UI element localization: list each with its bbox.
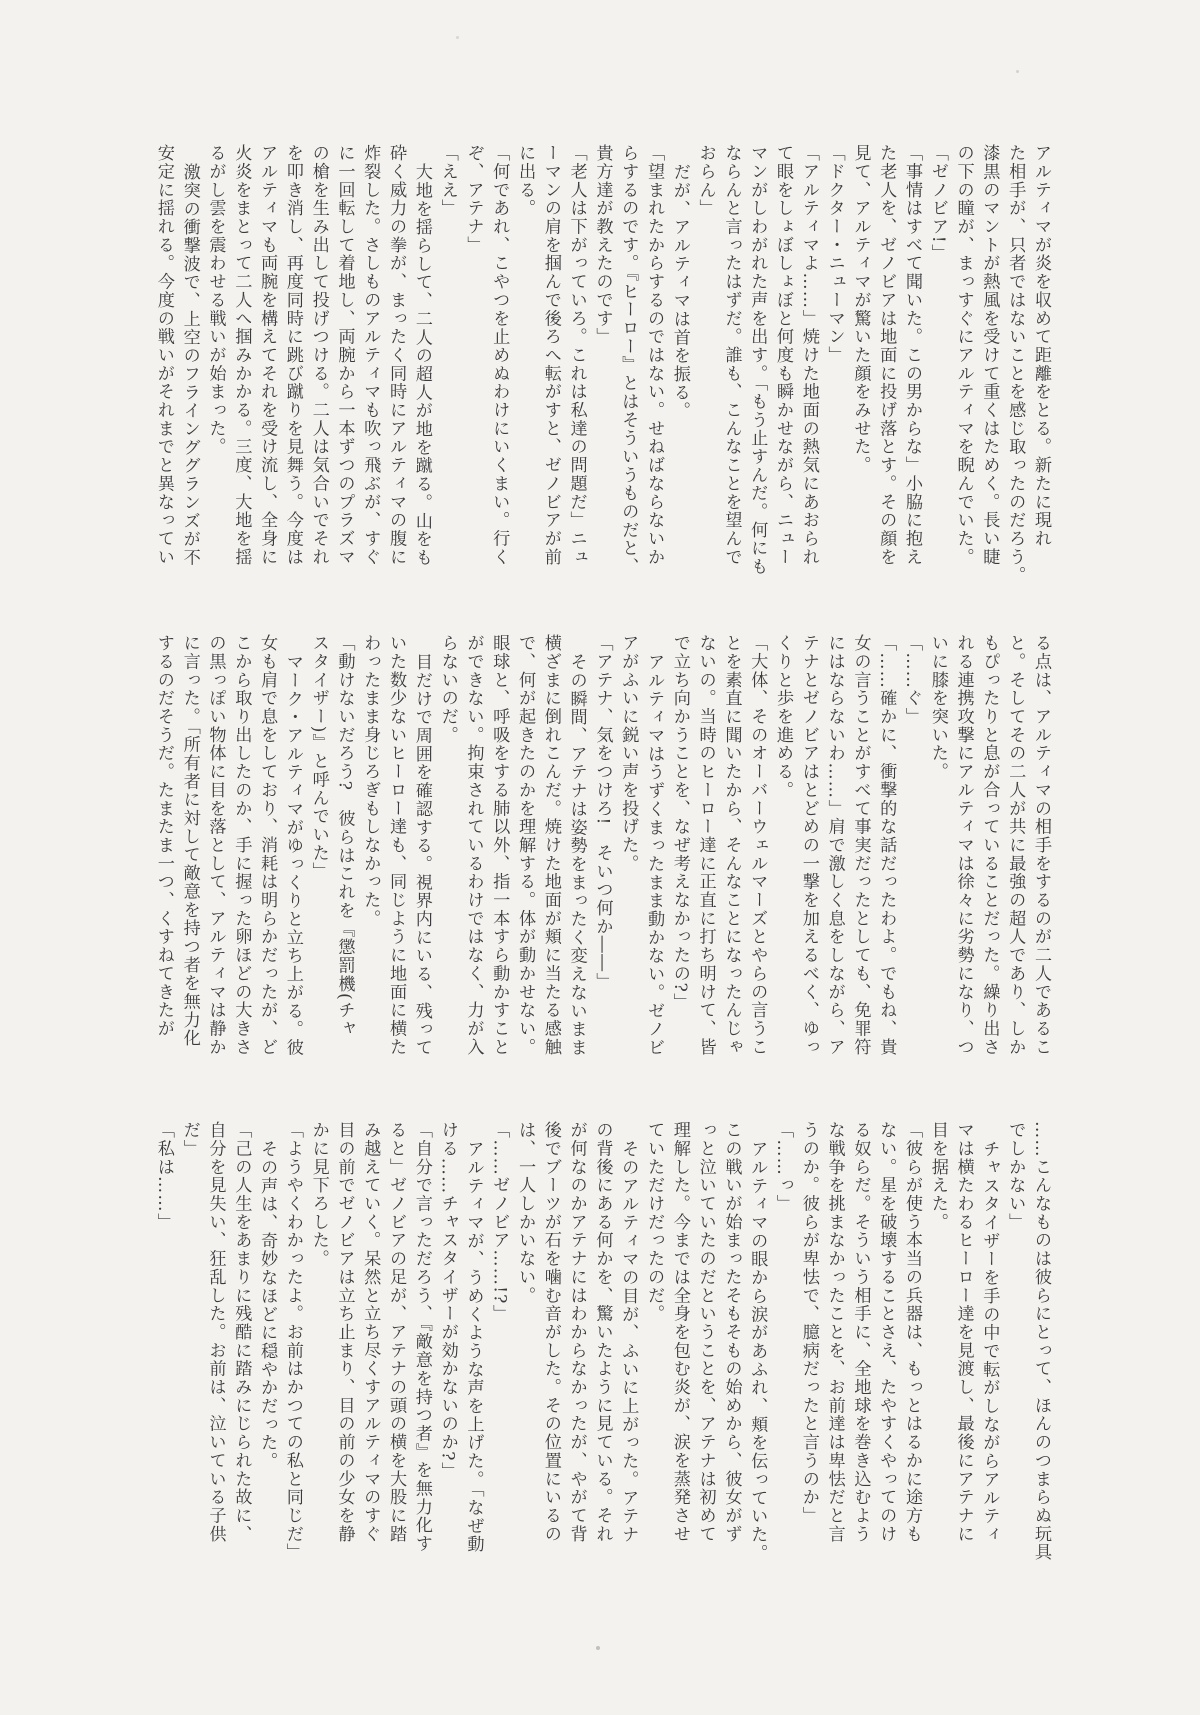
- text-column: いた数少ないヒーロー達も、同じように地面に横た: [386, 634, 407, 1057]
- text-column: ならんと言ったはずだ。誰も、こんなことを望んで: [721, 144, 742, 567]
- text-column: が何なのかアテナにはわからなかったが、やがて背: [566, 1121, 587, 1544]
- scan-speck: [1016, 70, 1019, 73]
- text-column: アルティマはうずくまったまま動かない。ゼノビ: [644, 652, 665, 1057]
- text-column: 目だけで周囲を確認する。視界内にいる、残って: [411, 652, 432, 1057]
- text-column: 「己の人生をあまりに残酷に踏みにじられた故に、: [231, 1121, 252, 1544]
- text-column: 「ようやくわかったよ。お前はかつての私と同じだ」: [282, 1121, 303, 1562]
- text-column: 激突の衝撃波で、上空のフラインググランズが不: [179, 162, 200, 567]
- text-column: 横ざまに倒れこんだ。焼けた地面が頬に当たる感触: [540, 634, 561, 1057]
- text-column: アルティマの眼から涙があふれ、頬を伝っていた。: [747, 1139, 768, 1562]
- text-column: 「アルティマよ……」焼けた地面の熱気にあおられ: [798, 144, 819, 567]
- text-column: る奴らだ。そういう相手に、全地球を巻き込むよう: [850, 1121, 871, 1544]
- text-column: だが、アルティマは首を振る。: [669, 162, 690, 420]
- text-column: アがふいに鋭い声を投げた。: [618, 634, 639, 873]
- text-column: 目の前でゼノビアは立ち止まり、目の前の少女を静: [334, 1121, 355, 1544]
- text-column: うのか。彼らが卑怯で、臆病だったと言うのか」: [798, 1121, 819, 1525]
- text-column: っと泣いていたのだということを、アテナは初めて: [695, 1121, 716, 1544]
- text-band-top: [150, 144, 1053, 586]
- text-column: ないの。当時のヒーロー達に正直に打ち明けて、皆: [695, 634, 716, 1057]
- text-column: こから取り出したのか、手に握った卵ほどの大きさ: [231, 634, 252, 1057]
- text-column: ける……チャスタイザーが効かないのか?」: [437, 1121, 458, 1480]
- text-column: た老人を、ゼノビアは地面に投げ落とす。その顔を: [876, 144, 897, 567]
- text-column: ていただけだったのだ。: [644, 1121, 665, 1323]
- text-column: 大地を揺らして、二人の超人が地を蹴る。山をも: [411, 162, 432, 567]
- text-column: み越えていく。呆然と立ち尽くすアルティマのすぐ: [360, 1121, 381, 1544]
- text-column: そのアルティマの目が、ふいに上がった。アテナ: [618, 1139, 639, 1544]
- text-column: 貴方達が教えたのです」: [592, 144, 613, 346]
- text-column: 「動けないだろう? 彼らはこれを『懲罰機(チャ: [334, 634, 355, 1038]
- text-column: ない。星を破壊することさえ、たやすくやってのけ: [876, 1121, 897, 1544]
- text-column: もぴったりと息が合っていることだった。繰り出さ: [979, 634, 1000, 1057]
- text-column: マンがしわがれた声を出す。「もう止すんだ。何にも: [747, 144, 768, 576]
- text-column: に出る。: [515, 144, 536, 218]
- text-column: ると」ゼノビアの足が、アテナの頭の横を大股に踏: [386, 1121, 407, 1544]
- text-column: の黒っぽい物体に目を落として、アルティマは静か: [205, 634, 226, 1057]
- text-column: アルティマが、うめくような声を上げた。「なぜ動: [463, 1139, 484, 1553]
- text-column: 女も肩で息をしており、消耗は明らかだったが、ど: [257, 634, 278, 1057]
- text-column: 「……確かに、衝撃的な話だったわよ。でもね、貴: [876, 634, 897, 1057]
- text-column: にはならないわ……」肩で激しく息をしながら、ア: [824, 634, 845, 1057]
- text-column: くりと歩を進める。: [773, 634, 794, 800]
- text-column: 「彼らが使う本当の兵器は、もっとはるかに途方も: [902, 1121, 923, 1544]
- text-column: の下の瞳が、まっすぐにアルティマを睨んでいた。: [953, 144, 974, 567]
- text-column: 「私は……」: [153, 1121, 174, 1232]
- text-column: その瞬間、アテナは姿勢をまったく変えないまま: [566, 652, 587, 1057]
- text-column: 「望まれたからするのではない。せねばならないか: [644, 144, 665, 567]
- text-column: る点は、アルティマの相手をするのが二人であるこ: [1031, 634, 1051, 1057]
- text-column: マーク・アルティマがゆっくりと立ち上がる。彼: [282, 652, 303, 1057]
- text-column: 「……っ」: [773, 1121, 794, 1213]
- text-column: て眼をしょぼしょぼと何度も瞬かせながら、ニュー: [773, 144, 794, 567]
- text-column: 目を据えた。: [927, 1121, 948, 1232]
- text-column: と。そしてその二人が共に最強の超人であり、しか: [1005, 634, 1026, 1057]
- text-column: 「ゼノビア!」: [927, 144, 948, 263]
- scan-speck: [596, 1646, 600, 1650]
- text-column: は、一人しかいない。: [515, 1121, 536, 1305]
- text-column: 自分を見失い、狂乱した。お前は、泣いている子供: [205, 1121, 226, 1544]
- text-column: チャスタイザーを手の中で転がしながらアルティ: [979, 1139, 1000, 1544]
- text-column: 理解した。今までは全身を包む炎が、涙を蒸発させ: [669, 1121, 690, 1544]
- text-column: らするのです。『ヒーロー』とはそういうものだと、: [618, 144, 639, 576]
- text-column: 安定に揺れる。今度の戦いがそれまでと異なってい: [153, 144, 174, 567]
- text-column: するのだそうだ。たまたま一つ、くすねてきたが: [153, 634, 174, 1038]
- text-column: 「……ぐ」: [902, 634, 923, 726]
- text-column: この戦いが始まったそもそもの始めから、彼女がず: [721, 1121, 742, 1544]
- text-column: 「大体、そのオーバーウェルマーズとやらの言うこ: [747, 634, 768, 1057]
- text-column: アルティマも両腕を構えてそれを受け流し、全身に: [257, 144, 278, 567]
- text-column: その声は、奇妙なほどに穏やかだった。: [257, 1139, 278, 1470]
- text-column: かに見下ろした。: [308, 1121, 329, 1268]
- text-column: れる連携攻撃にアルティマは徐々に劣勢になり、つ: [953, 634, 974, 1057]
- text-column: な戦争を挑まなかったことを、お前達は卑怯だと言: [824, 1121, 845, 1544]
- text-column: 見て、アルティマが驚いた顔をみせた。: [850, 144, 871, 475]
- text-column: 火炎をまとって二人へ掴みかかる。三度、大地を揺: [231, 144, 252, 567]
- text-column: 後でブーツが石を噛む音がした。その位置にいるの: [540, 1121, 561, 1544]
- text-column: で、何が起きたのかを理解する。体が動かせない。: [515, 634, 536, 1057]
- text-column: いに膝を突いた。: [927, 634, 948, 781]
- text-column: を叩き消し、再度同時に跳び蹴りを見舞う。今度は: [282, 144, 303, 567]
- text-column: ができない。拘束されているわけではなく、力が入: [463, 634, 484, 1057]
- text-column: 眼球と、呼吸をする肺以外、指一本すら動かすこと: [489, 634, 510, 1057]
- text-column: らないのだ。: [437, 634, 458, 745]
- text-column: アルティマが炎を収めて距離をとる。新たに現れ: [1031, 144, 1051, 548]
- text-column: だ」: [179, 1121, 200, 1158]
- text-column: 炸裂した。さしものアルティマも吹っ飛ぶが、すぐ: [360, 144, 381, 567]
- text-column: とを素直に聞いたから、そんなことになったんじゃ: [721, 634, 742, 1057]
- text-column: で立ち向かうことを、なぜ考えなかったの?」: [669, 634, 690, 1012]
- text-column: 「自分で言っただろう、『敵意を持つ者』を無力化す: [411, 1121, 432, 1553]
- text-band-middle: [150, 634, 1053, 1076]
- text-band-bottom: [150, 1121, 1053, 1569]
- text-column: わったまま身じろぎもしなかった。: [360, 634, 381, 928]
- text-column: に言った。「所有者に対して敵意を持つ者を無力化: [179, 634, 200, 1048]
- text-column: 「老人は下がっていろ。これは私達の問題だ」ニュ: [566, 144, 587, 567]
- text-column: るがし雲を震わせる戦いが始まった。: [205, 144, 226, 456]
- text-column: 「事情はすべて聞いた。この男からな」小脇に抱え: [902, 144, 923, 567]
- text-column: 漆黒のマントが熱風を受けて重くはためく。長い睫: [979, 144, 1000, 567]
- text-column: 「何であれ、こやつを止めぬわけにいくまい。行く: [489, 144, 510, 567]
- text-column: テナとゼノビアはとどめの一撃を加えるべく、ゆっ: [798, 634, 819, 1057]
- text-column: 「ドクター・ニューマン」: [824, 144, 845, 365]
- text-column: おらん」: [695, 144, 716, 218]
- text-column: 「アテナ、気をつけろ! そいつ何か――」: [592, 634, 613, 991]
- text-column: ぞ、アテナ」: [463, 144, 484, 255]
- text-column: に一回転して着地し、両腕から一本ずつのプラズマ: [334, 144, 355, 567]
- text-column: 女の言うことがすべて事実だったとしても、免罪符: [850, 634, 871, 1057]
- text-column: 「……ゼノビア……!?」: [489, 1121, 510, 1323]
- text-column: 砕く威力の拳が、まったく同時にアルティマの腹に: [386, 144, 407, 567]
- scan-speck: [456, 36, 459, 39]
- text-column: スタイザー)』と呼んでいた」: [308, 634, 329, 881]
- text-column: た相手が、只者ではないことを感じ取ったのだろう。: [1005, 144, 1026, 585]
- text-column: でしかない」: [1005, 1121, 1026, 1232]
- text-column: ーマンの肩を掴んで後ろへ転がすと、ゼノビアが前: [540, 144, 561, 567]
- text-column: ……こんなものは彼らにとって、ほんのつまらぬ玩具: [1031, 1121, 1051, 1562]
- text-column: の槍を生み出して投げつける。二人は気合いでそれ: [308, 144, 329, 567]
- text-column: マは横たわるヒーロー達を見渡し、最後にアテナに: [953, 1121, 974, 1544]
- text-column: 「ええ」: [437, 144, 458, 218]
- text-column: の背後にある何かを、驚いたように見ている。それ: [592, 1121, 613, 1544]
